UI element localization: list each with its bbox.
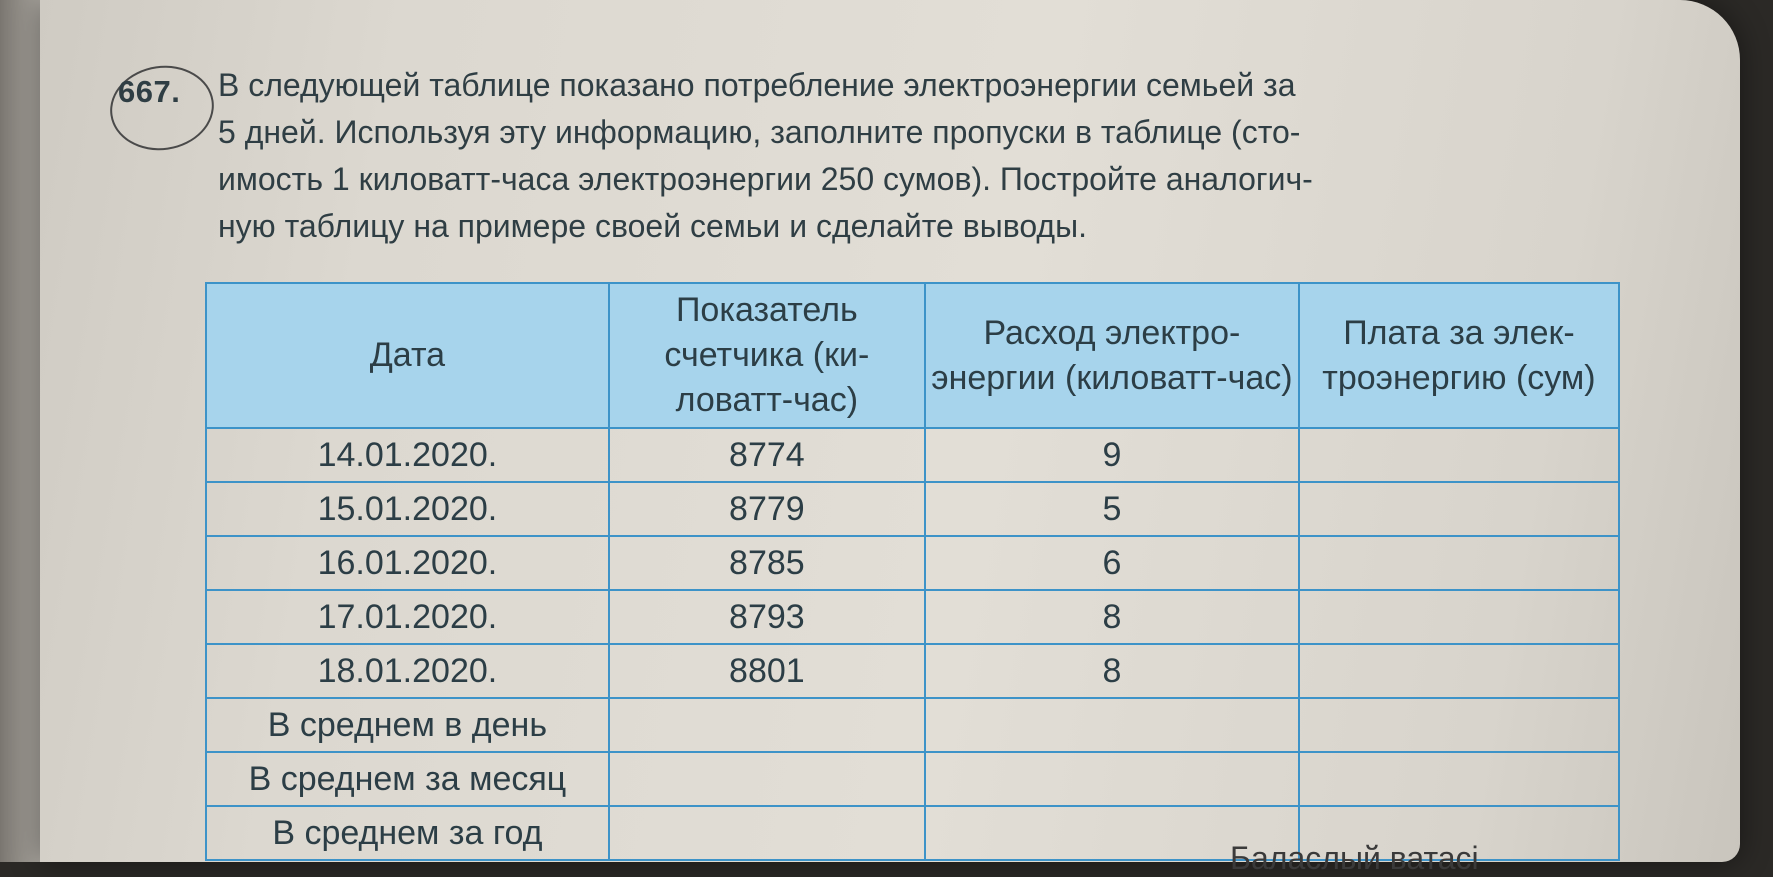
cell-date: 14.01.2020. [206, 428, 609, 482]
cell-usage: 5 [925, 482, 1299, 536]
cell-summary-label: В среднем в день [206, 698, 609, 752]
cell-meter: 8779 [609, 482, 925, 536]
header-meter-reading: Показатель счетчика (ки-ловатт-час) [609, 283, 925, 428]
header-payment: Плата за элек-троэнергию (сум) [1299, 283, 1619, 428]
cell-usage: 9 [925, 428, 1299, 482]
cell-usage: 6 [925, 536, 1299, 590]
problem-line: В следующей таблице показано потребление электроэнергии семьей за [218, 67, 1296, 103]
cell-payment [1299, 536, 1619, 590]
table-row [206, 590, 1619, 644]
table-row [206, 536, 1619, 590]
cell-meter: 8785 [609, 536, 925, 590]
cell-date: 16.01.2020. [206, 536, 609, 590]
cell-payment [1299, 482, 1619, 536]
table-header-row [206, 283, 1619, 428]
cell-payment [1299, 752, 1619, 806]
cell-payment [1299, 590, 1619, 644]
electricity-table [205, 282, 1620, 861]
cell-payment [1299, 428, 1619, 482]
cell-usage [925, 752, 1299, 806]
table-row [206, 644, 1619, 698]
problem-number: 667. [118, 74, 181, 109]
cell-meter: 8774 [609, 428, 925, 482]
cell-date: 15.01.2020. [206, 482, 609, 536]
cell-usage: 8 [925, 644, 1299, 698]
table-row [206, 698, 1619, 752]
cell-usage [925, 698, 1299, 752]
cell-meter [609, 698, 925, 752]
book-spine-edge [0, 0, 40, 862]
cell-summary-label: В среднем за год [206, 806, 609, 860]
table-row [206, 482, 1619, 536]
cell-meter [609, 752, 925, 806]
problem-statement [218, 62, 1578, 250]
problem-line: имость 1 киловатт-часа электроэнергии 250 сумов). Постройте аналогич- [218, 161, 1313, 197]
cell-date: 18.01.2020. [206, 644, 609, 698]
cut-off-footer-text: Баласлый ватасі [1230, 840, 1479, 876]
header-date: Дата [206, 283, 609, 428]
problem-line: 5 дней. Используя эту информацию, заполните пропуски в таблице (сто- [218, 114, 1301, 150]
table-row [206, 428, 1619, 482]
cell-meter: 8801 [609, 644, 925, 698]
problem-line: ную таблицу на примере своей семьи и сделайте выводы. [218, 208, 1087, 244]
cell-payment [1299, 698, 1619, 752]
table-row [206, 752, 1619, 806]
cell-date: 17.01.2020. [206, 590, 609, 644]
cell-usage: 8 [925, 590, 1299, 644]
cell-payment [1299, 644, 1619, 698]
cell-meter: 8793 [609, 590, 925, 644]
cell-summary-label: В среднем за месяц [206, 752, 609, 806]
header-energy-usage: Расход электро-энергии (киловатт-час) [925, 283, 1299, 428]
cell-meter [609, 806, 925, 860]
